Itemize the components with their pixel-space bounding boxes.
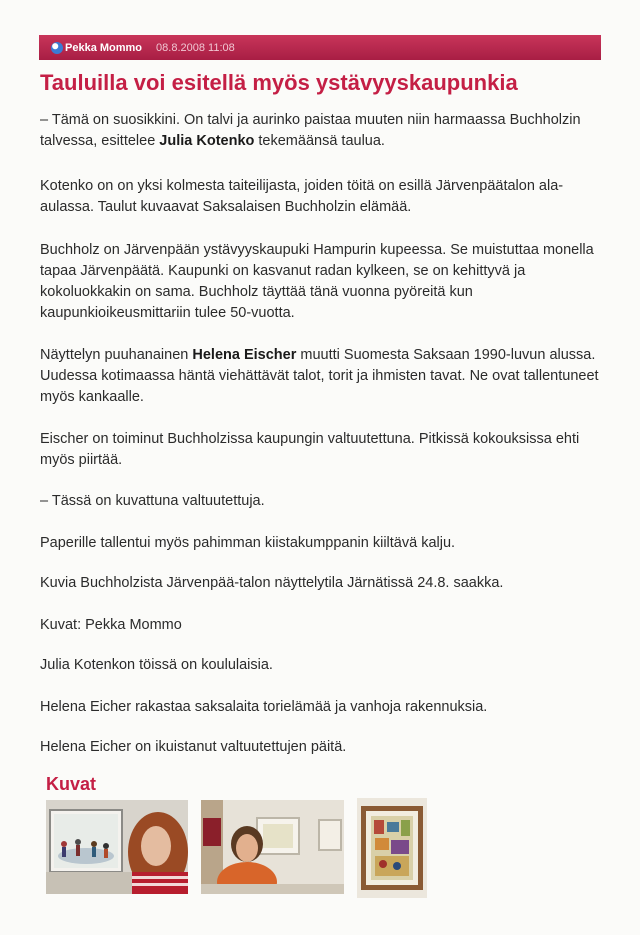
paragraph-6: – Tässä on kuvattuna valtuutettuja.	[40, 493, 265, 509]
paragraph-11: Helena Eicher rakastaa saksalaita torielämää ja vanhoja rakennuksia.	[40, 699, 488, 715]
paragraph-7: Paperille tallentui myös pahimman kiistakumppanin kiiltävä kalju.	[40, 535, 456, 551]
thumbnail-photo-woman-in-gallery	[201, 800, 344, 894]
gallery-thumbnail-1[interactable]	[46, 800, 188, 894]
paragraph-2: Kotenko on on yksi kolmesta taiteilijasta, joiden töitä on esillä Järvenpäätalon ala-aulassa. Taulut kuvaavat Saksalaisen Buchholzin elämää.	[40, 178, 564, 215]
paragraph-3: Buchholz on Järvenpään ystävyyskaupuki Hampurin kupeessa. Se muistuttaa monella tapaa Järvenpäätä. Kaupunki on kasvanut radan kylkeen, se on kehittyvä ja kokoluokkakin on sama. Buchholz täyttää tänä vuonna pyöreitä kun kaupunkioikeusmittariin tulee 50-vuotta.	[40, 242, 594, 321]
gallery-heading: Kuvat	[46, 774, 97, 794]
person-name-helena: Helena Eischer	[192, 347, 297, 363]
paragraph-4: Näyttelyn puuhanainen Helena Eischer muutti Suomesta Saksaan 1990-luvun alussa. Uudessa kotimaassa häntä viehättävät talot, torit ja ihmisten tavat. Ne ovat tallentuneet myös kankaalle.	[40, 347, 599, 405]
paragraph-5: Eischer on toiminut Buchholzissa kaupungin valtuutettuna. Pitkissä kokouksissa ehti myös piirtää.	[40, 431, 580, 468]
paragraph-12: Helena Eicher on ikuistanut valtuutettujen päitä.	[40, 739, 347, 755]
paragraph-9: Kuvat: Pekka Mommo	[40, 617, 182, 633]
thumbnail-photo-framed-artwork	[357, 798, 427, 898]
author-name[interactable]: Pekka Mommo	[65, 41, 143, 54]
author-logo-icon	[51, 42, 63, 54]
publish-timestamp: 08.8.2008 11:08	[156, 41, 235, 54]
paragraph-1: – Tämä on suosikkini. On talvi ja aurinko paistaa muuten niin harmaassa Buchholzin talvessa, esittelee Julia Kotenko tekemäänsä taulua.	[40, 112, 581, 149]
paragraph-8: Kuvia Buchholzista Järvenpää-talon näyttelytila Järnätissä 24.8. saakka.	[40, 575, 504, 591]
article-header-bar	[39, 35, 601, 60]
gallery-thumbnail-3[interactable]	[357, 798, 427, 898]
article-title: Tauluilla voi esitellä myös ystävyyskaupunkia	[40, 70, 518, 95]
gallery-thumbnail-2[interactable]	[201, 800, 344, 894]
person-name-julia: Julia Kotenko	[159, 133, 255, 149]
thumbnail-photo-painting-and-woman	[46, 800, 188, 894]
paragraph-10: Julia Kotenkon töissä on koululaisia.	[40, 657, 273, 673]
